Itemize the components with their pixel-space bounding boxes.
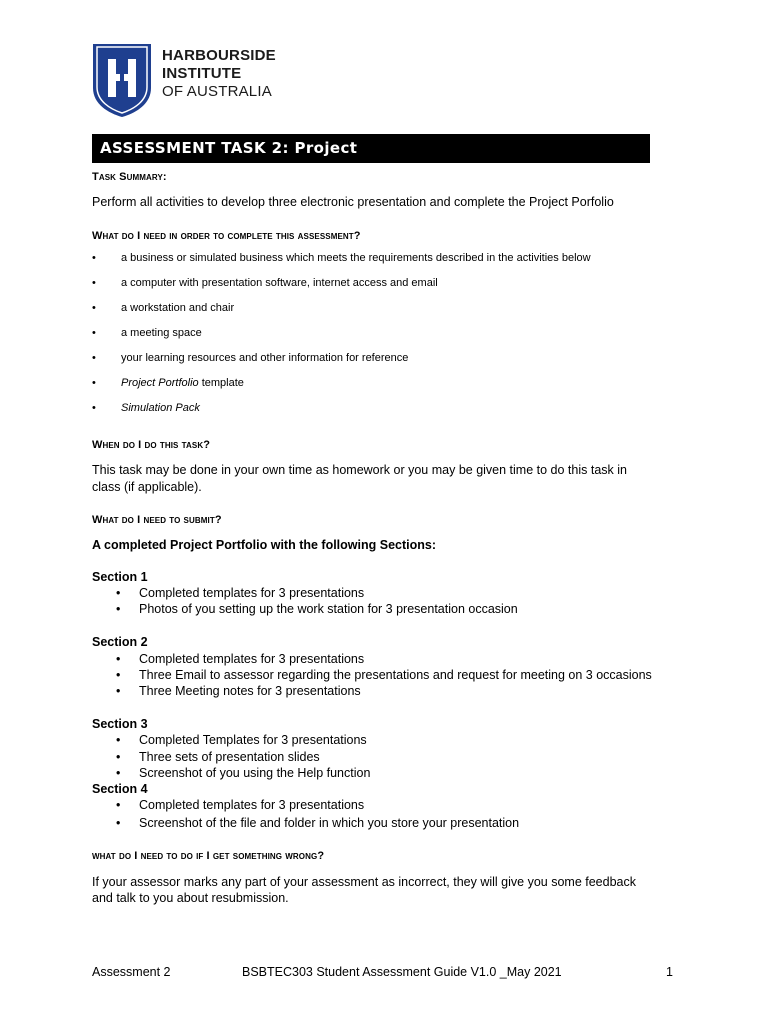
task-summary-text: Perform all activities to develop three electronic presentation and complete the Project Porfolio	[92, 195, 614, 209]
section-4-title: Section 4	[92, 782, 148, 796]
need-heading: What do I need in order to complete this assessment?	[92, 230, 361, 242]
footer-assessment: Assessment 2	[92, 965, 171, 979]
bullet-icon: •	[116, 733, 121, 747]
section-2-title: Section 2	[92, 635, 148, 649]
footer-page-number: 1	[666, 965, 673, 979]
bullet-icon: •	[92, 277, 96, 289]
submit-intro: A completed Project Portfolio with the following Sections:	[92, 538, 436, 552]
wrong-text-line-2: and talk to you about resubmission.	[92, 891, 289, 905]
bullet-icon: •	[92, 377, 96, 389]
when-text-line-1: This task may be done in your own time as homework or you may be given time to do this task in	[92, 463, 627, 477]
shield-logo-icon	[92, 42, 152, 118]
logo-wordmark	[162, 47, 276, 101]
bullet-icon: •	[116, 602, 121, 616]
wrong-heading: what do I need to do if I get something wrong?	[92, 850, 325, 862]
bullet-icon: •	[92, 402, 96, 414]
when-text-line-2: class (if applicable).	[92, 480, 202, 494]
bullet-icon: •	[116, 684, 121, 698]
when-heading: When do I do this task?	[92, 439, 211, 451]
wrong-text-line-1: If your assessor marks any part of your assessment as incorrect, they will give you some feedback	[92, 875, 636, 889]
bullet-icon: •	[116, 766, 121, 780]
submit-heading: What do I need to submit?	[92, 514, 222, 526]
bullet-icon: •	[116, 586, 121, 600]
bullet-icon: •	[116, 668, 121, 682]
page-title: ASSESSMENT TASK 2: Project	[92, 134, 650, 163]
bullet-icon: •	[116, 816, 121, 830]
bullet-icon: •	[116, 798, 121, 812]
logo-line-2: INSTITUTE	[162, 65, 242, 82]
bullet-icon: •	[92, 302, 96, 314]
logo-line-1: HARBOURSIDE	[162, 47, 276, 64]
portfolio-name: Project Portfolio	[121, 377, 199, 389]
task-summary-heading: Task Summary:	[92, 171, 167, 183]
bullet-icon: •	[116, 750, 121, 764]
bullet-icon: •	[92, 327, 96, 339]
institute-logo	[92, 42, 282, 118]
bullet-icon: •	[92, 252, 96, 264]
section-1-title: Section 1	[92, 570, 148, 584]
footer-guide-title: BSBTEC303 Student Assessment Guide V1.0 _May 2021	[242, 965, 562, 979]
logo-line-3: OF AUSTRALIA	[162, 83, 272, 100]
section-3-title: Section 3	[92, 717, 148, 731]
bullet-icon: •	[116, 652, 121, 666]
bullet-icon: •	[92, 352, 96, 364]
